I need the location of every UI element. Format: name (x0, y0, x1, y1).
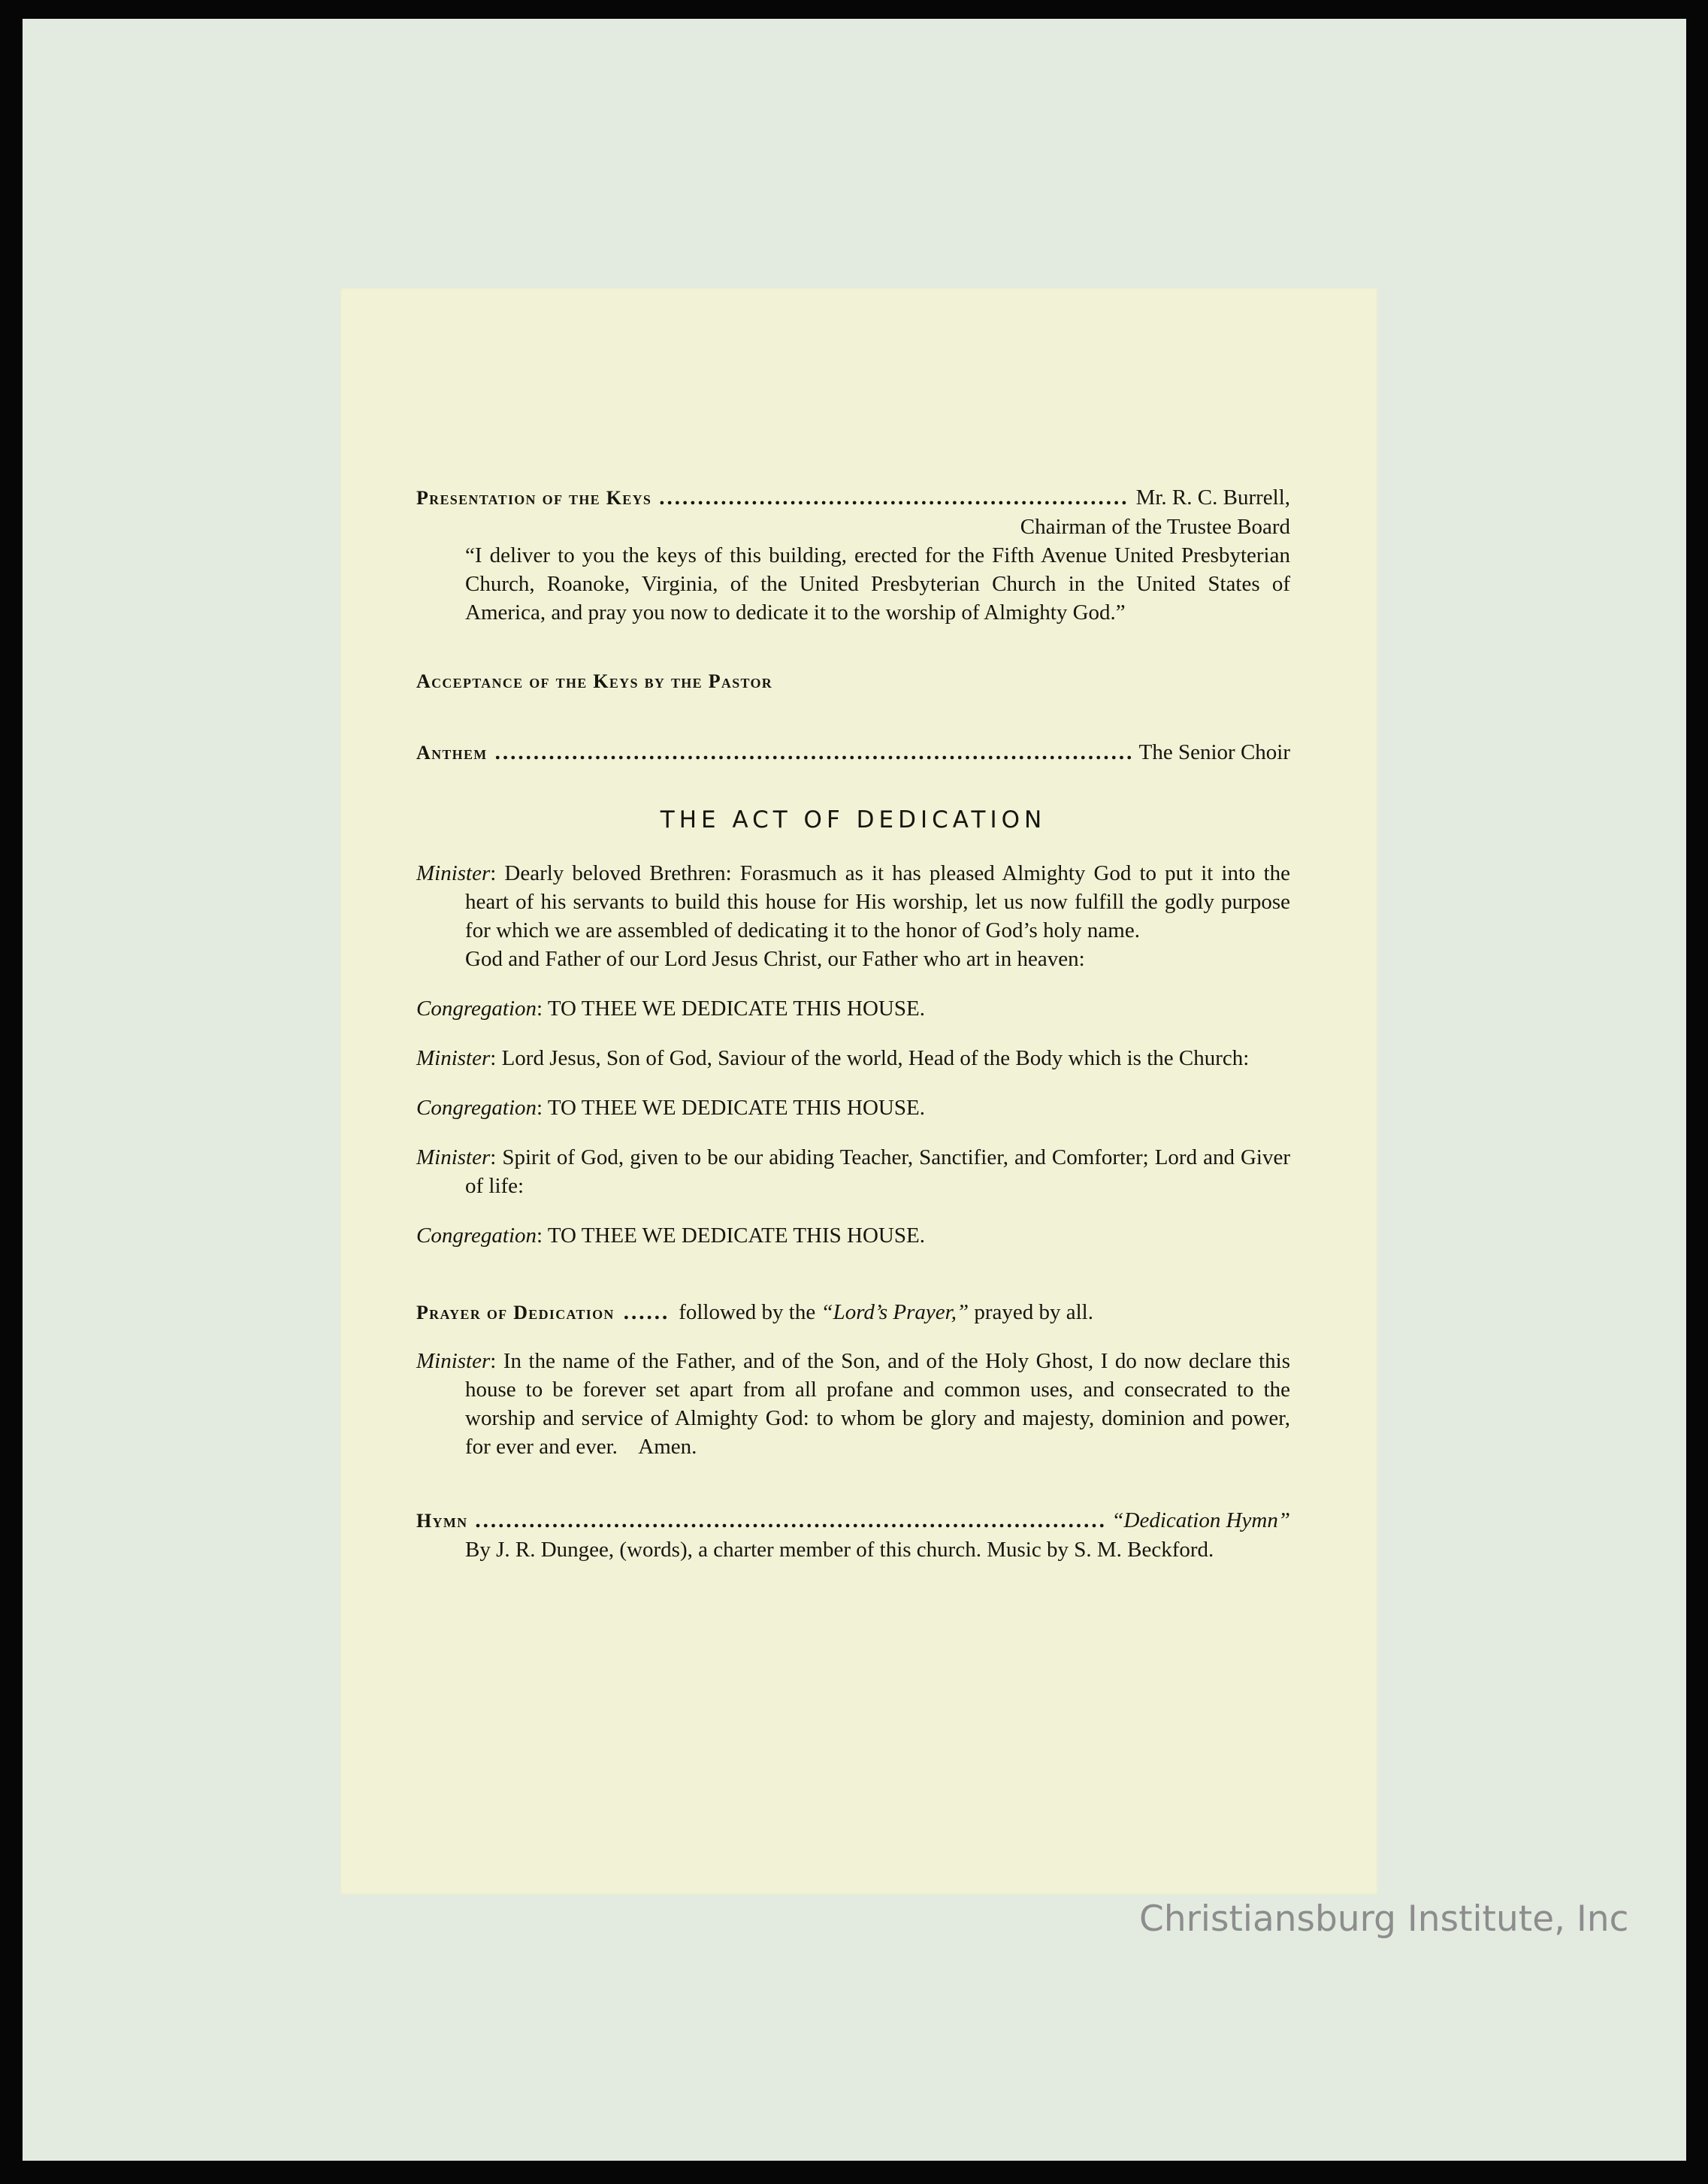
role-label: Congregation (416, 997, 537, 1021)
litany-congregation-1: Congregation: TO THEE WE DEDICATE THIS HOUSE. (416, 997, 925, 1021)
presenter-name: Mr. R. C. Burrell, (1135, 486, 1290, 510)
archive-watermark: Christiansburg Institute, Inc (1139, 1898, 1629, 1940)
hymn-line (416, 1506, 1290, 1535)
litany-minister-2: Minister: Lord Jesus, Son of God, Saviour of the world, Head of the Body which is the Church: (416, 1046, 1250, 1070)
role-label: Congregation (416, 1096, 537, 1120)
anthem-line (416, 738, 1290, 767)
anthem-label: Anthem (416, 742, 488, 764)
hymn-note: By J. R. Dungee, (words), a charter member of this church. Music by S. M. Beckford. (465, 1538, 1214, 1562)
program-page (340, 288, 1377, 1895)
act-of-dedication-heading: THE ACT OF DEDICATION (660, 806, 1047, 833)
litany-text: Spirit of God, given to be our abiding Teacher, Sanctifier, and Comforter; Lord and Giver of life: (465, 1145, 1291, 1198)
leader-dots: ...... (623, 1300, 670, 1324)
litany-minister-3: Minister: Spirit of God, given to be our abiding Teacher, Sanctifier, and Comforter; Lord and Giver of life: (416, 1145, 1291, 1198)
hymn-title: “Dedication Hymn” (1111, 1508, 1290, 1532)
litany-text: TO THEE WE DEDICATE THIS HOUSE. (547, 1096, 925, 1120)
role-label: Minister (416, 1349, 491, 1373)
litany-minister-1-continued: God and Father of our Lord Jesus Christ, our Father who art in heaven: (465, 947, 1085, 971)
hymn-label: Hymn (416, 1510, 468, 1532)
role-label: Minister (416, 1046, 491, 1070)
litany-congregation-3: Congregation: TO THEE WE DEDICATE THIS HOUSE. (416, 1224, 925, 1248)
leader-dots (475, 1506, 1104, 1535)
leader-dots (495, 738, 1132, 767)
litany-text: Lord Jesus, Son of God, Saviour of the world, Head of the Body which is the Church: (501, 1046, 1250, 1070)
prayer-label: Prayer of Dedication (416, 1302, 615, 1323)
declaration-minister: Minister: In the name of the Father, and of the Son, and of the Holy Ghost, I do now declare this house to be forever set apart from all profane and common uses, and consecrated to the worship and service of Almighty God: to whom be glory and majesty, dominion and power, for ever and ever. Amen. (416, 1349, 1290, 1459)
litany-text: TO THEE WE DEDICATE THIS HOUSE. (547, 1224, 925, 1248)
presenter-title: Chairman of the Trustee Board (1020, 515, 1290, 539)
prayer-text-before: followed by the (679, 1300, 816, 1324)
leader-dots (659, 483, 1128, 512)
role-label: Congregation (416, 1224, 537, 1248)
role-label: Minister (416, 1145, 491, 1169)
presentation-label: Presentation of the Keys (416, 487, 652, 509)
litany-text: Dearly beloved Brethren: Forasmuch as it has pleased Almighty God to put it into the heart of his servants to build this house for His worship, let us now fulfill the godly purpose for which we are assembled of dedicating it to the honor of God’s holy name. (465, 861, 1290, 942)
declaration-text: In the name of the Father, and of the Son, and of the Holy Ghost, I do now declare this house to be forever set apart from all profane and common uses, and consecrated to the worship and service of Almighty God: to whom be glory and majesty, dominion and power, for ever and ever. (465, 1349, 1290, 1459)
anthem-performer: The Senior Choir (1138, 740, 1290, 764)
role-label: Minister (416, 861, 491, 885)
program-content (416, 483, 1290, 1564)
litany-minister-1: Minister: Dearly beloved Brethren: Forasmuch as it has pleased Almighty God to put it into the heart of his servants to build this house for His worship, let us now fulfill the godly purpose for which we are assembled of dedicating it to the honor of God’s holy name. (416, 861, 1290, 942)
prayer-text-after: prayed by all. (974, 1300, 1093, 1324)
litany-congregation-2: Congregation: TO THEE WE DEDICATE THIS HOUSE. (416, 1096, 925, 1120)
litany-text: TO THEE WE DEDICATE THIS HOUSE. (547, 997, 925, 1021)
declaration-amen: Amen. (638, 1435, 697, 1459)
prayer-of-dedication-line (416, 1298, 1290, 1327)
presentation-quote: “I deliver to you the keys of this building, erected for the Fifth Avenue United Presbyterian Church, Roanoke, Virginia, of the United Presbyterian Church in the United States of America, and pray you now to dedicate it to the worship of Almighty God.” (465, 543, 1290, 625)
scan-mount-board (23, 19, 1686, 2161)
acceptance-of-keys-line (416, 667, 1290, 696)
acceptance-label: Acceptance of the Keys by the Pastor (416, 670, 773, 692)
prayer-italic: “Lord’s Prayer,” (821, 1300, 969, 1324)
presentation-of-keys-line (416, 483, 1290, 513)
